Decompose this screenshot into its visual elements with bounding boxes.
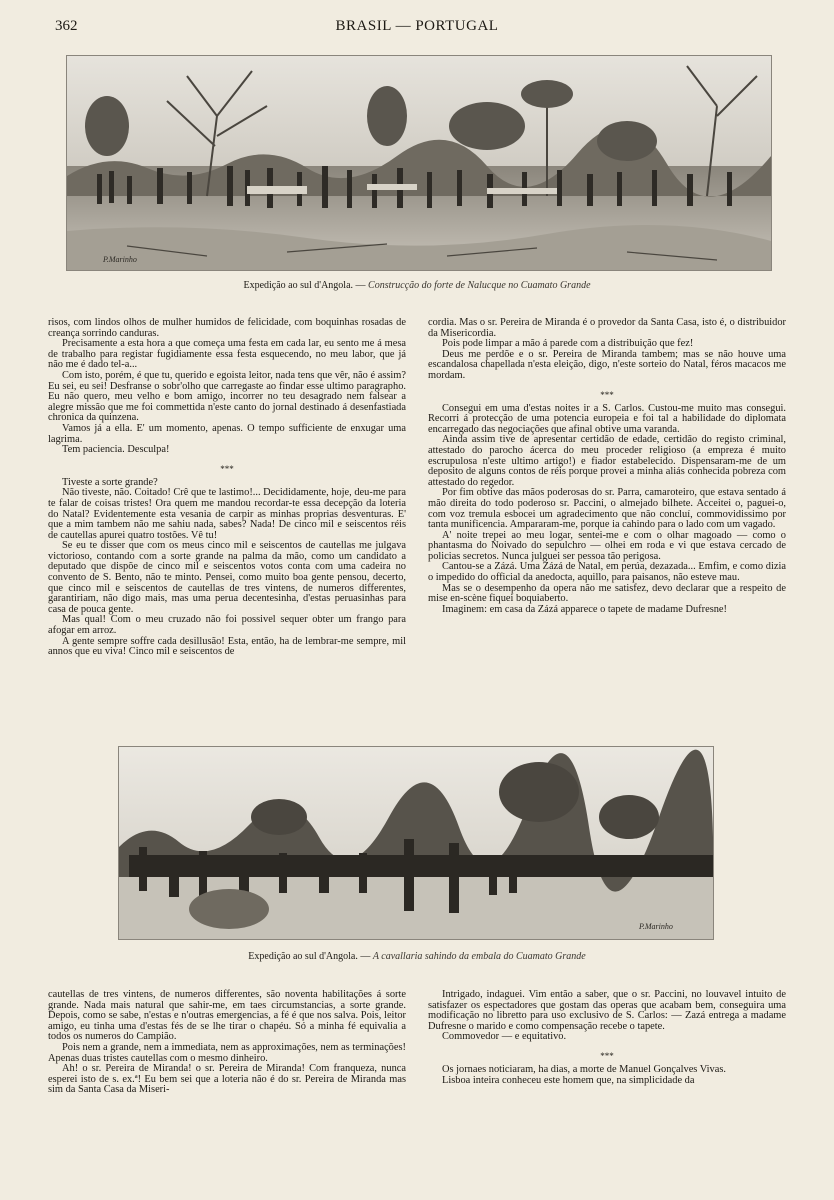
section-divider: *** <box>600 1050 614 1061</box>
publication-title: BRASIL — PORTUGAL <box>335 18 499 34</box>
photo1-caption-lead: Expedição ao sul d'Angola. — <box>243 280 369 291</box>
column-3 <box>48 990 406 1096</box>
paragraph: Mas se o desempenho da opera não me satisfez, devo declarar que a respeito de mise en-scène fiquei boquiaberto. <box>428 582 786 605</box>
photo2-caption <box>52 951 782 962</box>
paragraph: Precisamente a esta hora a que começa uma festa em cada lar, eu sento me á mesa de trabalho para registar fugidiamente essa festa esquecendo, no meu labor, que já não me é dado tel-a... <box>48 338 406 371</box>
paragraph: Ainda assim tive de apresentar certidão de edade, certidão do registo criminal, attestado do parocho ácerca do meu proceder religioso (a empreza é muito escrupulosa n'este ultimo artigo!) e fiador estabelecido. Dispensaram-me de um deposito de alguns contos de réis porque provei a minha aliás conhecida pobreza com attestado do regedor. <box>428 434 786 488</box>
paragraph: Intrigado, indaguei. Vim então a saber, que o sr. Paccini, no louvavel intuito de satisfazer os espectadores que gostam das operas que acabam bem, conseguira uma modificação no libretto para uso exclusivo de S. Carlos: — Zazá entrega a madame Dufresne o marido e como compensação recebe o tapete. <box>428 989 786 1032</box>
paragraph: Commovedor — e equitativo. <box>442 1031 567 1043</box>
photo1-caption-italic: Construcção do forte de Nalucque no Cuamato Grande <box>368 280 591 291</box>
page-header <box>52 18 782 40</box>
paragraph: Não tiveste, não. Coitado! Crê que te lastimo!... Decididamente, hoje, deu-me para te falar de coisas tristes! Ora quem me mandou recordar-te essa decepção da loteria do Natal? Evidentemente esta vesania de carpir as minhas proprias desventuras. E' que a mim tambem não me sahiu nada, sabes? Nada! De cinco mil e seiscentos réis de cautellas apurei quatro tostões. Vê tu! <box>48 487 406 541</box>
paragraph: Deus me perdõe e o sr. Pereira de Miranda tambem; mas se não houve uma escandalosa chapellada n'esta eleição, digo, n'este sorteio do Natal, féros macacos me mordam. <box>428 348 786 381</box>
paragraph: A' noite trepei ao meu logar, sentei-me e com o olhar magoado — como o phantasma do Noivado do sepulchro — olhei em roda e vi que estava cercado de policias secretos. Nunca julguei ser pessoa tão perigosa. <box>428 529 786 562</box>
paragraph: cautellas de tres vintens, de numeros differentes, são noventa habilitações á sorte grande. Nada mais natural que sahir-me, em taes circumstancias, a sorte grande. Depois, como se sabe, n'estas e n'outras emergencias, a fé é que nos salva. Pois, leitor amigo, eu tinha uma d'estas fés de se lhe tirar o chapéu. Só a minha fé equivalia a todos os numeros do Campião. <box>48 989 406 1043</box>
paragraph: Por fim obtive das mãos poderosas do sr. Parra, camaroteiro, que estava sentado á mão direita do todo poderoso sr. Paccini, o almejado bilhete. Acceitei o, paguei-o, com voz tremula esbocei um agradecimento que não concluí, commovidissimo por tanta munificencia. Ampararam-me, porque ia cahindo para o lado com um vagado. <box>428 487 786 531</box>
paragraph: A gente sempre soffre cada desillusão! Esta, então, ha de lembrar-me sempre, mil annos que eu viva! Cinco mil e seiscentos de <box>48 635 406 658</box>
paragraph: Vamos já a ella. E' um momento, apenas. O tempo sufficiente de enxugar uma lagrima. <box>48 422 406 445</box>
paragraph: cordia. Mas o sr. Pereira de Miranda é o provedor da Santa Casa, isto é, o distribuidor da Misericordia. <box>428 317 786 339</box>
paragraph: Com isto, porém, é que tu, querido e egoista leitor, nada tens que vêr, não é assim? Eu sei, eu sei! Desfranse o sobr'olho que carregaste ao findar esse ultimo paragrapho. Eu não quero, meu velho e bom amigo, incorrer no teu desagrado nem falsear a alegre missão que me foi commettida n'este canto do jornal destinado á desenfastiada chronica da quinzena. <box>48 369 406 424</box>
paragraph: Pois pode limpar a mão á parede com a distribuição que fez! <box>442 338 694 350</box>
paragraph: Imaginem: em casa da Zázá apparece o tapete de madame Dufresne! <box>442 603 728 615</box>
paragraph: Cantou-se a Zázá. Uma Zázá de Natal, em perúa, dezazada... Emfim, e como dizia o impedido do official da anedocta, aquillo, para paisanos, não esteve mau. <box>428 561 786 584</box>
section-divider: *** <box>600 389 614 400</box>
photo1-signature: P.Marinho <box>103 255 137 264</box>
paragraph: Tiveste a sorte grande? <box>62 476 158 488</box>
column-4 <box>428 990 786 1086</box>
photo-cavalry <box>118 746 714 940</box>
photo2-caption-italic: A cavallaria sahindo da embala do Cuamato Grande <box>372 951 586 962</box>
paragraph: Os jornaes noticiaram, ha dias, a morte de Manuel Gonçalves Vivas. <box>442 1063 726 1075</box>
section-divider: *** <box>220 463 234 474</box>
paragraph: Ah! o sr. Pereira de Miranda! o sr. Pereira de Miranda! Com franqueza, nunca esperei isto de s. ex.ª! Eu bem sei que a loteria não é do sr. Pereira de Miranda mas sim da Santa Casa da Miseri- <box>48 1063 406 1096</box>
column-2 <box>428 318 786 615</box>
paragraph: Se eu te disser que com os meus cinco mil e seiscentos de cautellas me julgava victorioso, contando com a sorte grande na palma da mão, como um candidato a deputado que dispõe de cinco mil e seiscentos votos conta com uma cadeira no convento de S. Bento, não te minto. Pensei, como muito boa gente pensou, decerto, que cinco mil e seiscentos de cautellas de tres vintens, de numeros differentes, garantiriam, não digo mais, mas uma perua decentesinha, d'estas peruasinhas para casa de pouca gente. <box>48 540 406 615</box>
photo2-signature: P.Marinho <box>639 922 673 931</box>
photo-fort-construction <box>66 55 772 271</box>
photo2-caption-lead: Expedição ao sul d'Angola. — <box>248 951 373 962</box>
paragraph: Lisboa inteira conheceu este homem que, na simplicidade da <box>442 1074 695 1086</box>
paragraph: Tem paciencia. Desculpa! <box>62 444 170 456</box>
paragraph: Mas qual! Com o meu cruzado não foi possivel sequer obter um frango para afogar em arroz. <box>48 614 406 637</box>
paragraph: Pois nem a grande, nem a immediata, nem as approximações, nem as terminações! Apenas duas tristes cautellas com o mesmo dinheiro. <box>48 1041 406 1064</box>
paragraph: risos, com lindos olhos de mulher humidos de felicidade, com boquinhas rosadas de creança sorrindo canduras. <box>48 317 406 339</box>
photo1-caption <box>52 280 782 291</box>
column-1 <box>48 318 406 658</box>
page-number: 362 <box>55 18 78 34</box>
paragraph: Consegui em uma d'estas noites ir a S. Carlos. Custou-me muito mas consegui. Recorri á protecção de uma potencia europeia e foi tal a habilidade do diplomata encarregado das negociações que afinal obtive uma varanda. <box>428 402 786 435</box>
